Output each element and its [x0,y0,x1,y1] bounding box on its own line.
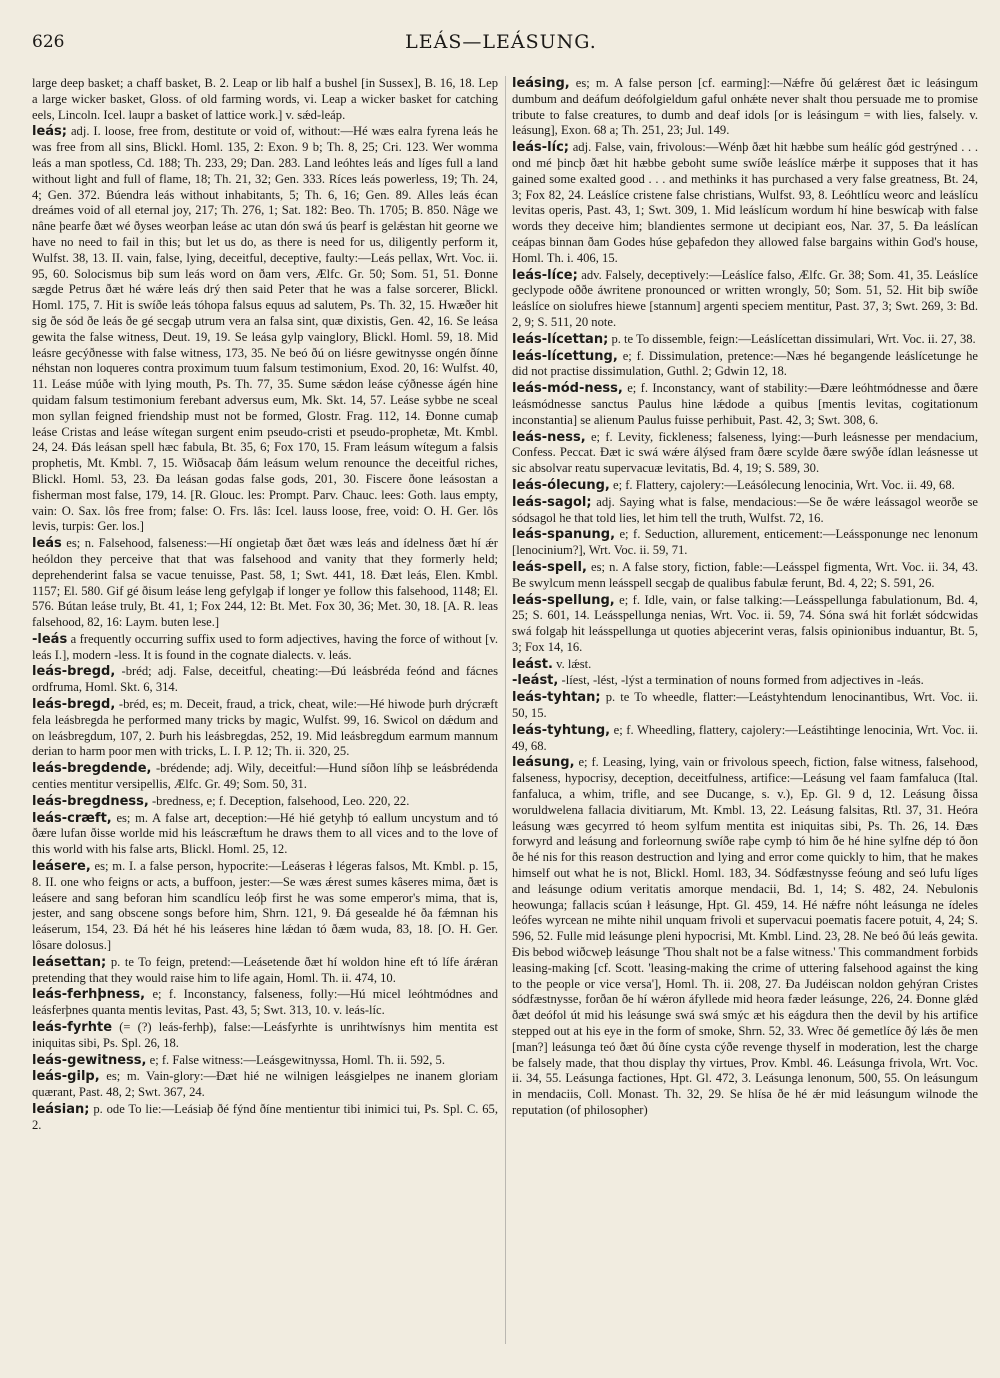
dictionary-entry [512,140,978,266]
entry-headword: leás-ferhþness, [32,987,146,1003]
column-divider [505,76,506,1344]
entry-headword: leásettan; [32,954,107,970]
entry-headword: leás-cræft, [32,810,112,826]
entry-definition: adj. Saying what is false, mendacious:—Se ðe wǽre leássagol weorðe se sódsagol he that told lies, let him tell the truth, Wulfst. 72, 16. [512,494,978,525]
entry-definition: -bredness, e; f. Deception, falsehood, Leo. 220, 22. [151,793,410,808]
dictionary-entry [512,381,978,428]
dictionary-entry [512,76,978,139]
entry-headword: leást. [512,656,553,672]
dictionary-entry [32,987,498,1019]
dictionary-entry [32,794,498,810]
entry-definition: e; f. Idle, vain, or false talking:—Leásspellunga fabulationum, Bd. 4, 25; S. 601, 14. Leásspellunga nenias, Wrt. Voc. ii. 59, 74. Sóna swá hit forlǽt sódcwidas swá folgaþ hit leásspellunga ut quoties abjecerint veras, falsis opinionibus induantur, Bt. 5, 3; Fox 14, 16. [512,592,978,654]
entry-definition: adv. Falsely, deceptively:—Leáslíce falso, Ælfc. Gr. 38; Som. 41, 35. Leáslíce geclypode oððe áwritene pronounced or written wrongly, 50; Som. 51, 52. Hit biþ swíðe leáslíce on siolufres hiewe [stannum] argenti speciem mentitur, Past. 37, 3; Swt. 269, 3: Bd. 2, 9; S. 511, 20 note. [512,267,978,329]
entry-headword: leásere, [32,859,91,875]
entry-headword: leás-bregdende, [32,761,152,777]
entry-headword: leásian; [32,1102,90,1117]
entry-headword: -leást, [512,673,559,689]
dictionary-entry [512,478,978,494]
right-column [512,76,978,1344]
entry-headword: leás; [32,124,67,140]
entry-headword: leás-gilp, [32,1069,100,1085]
entry-headword: leás-gewitness, [32,1052,147,1068]
entry-headword: leás-spell, [512,559,587,575]
entry-definition: e; f. Levity, fickleness; falseness, lying:—Þurh leásnesse per mendacium, Confess. Peccat. Ðæt ic swá wǽre álýsed fram ðære scylde ðære swýðe ídlan leásnesse ut sic absolvar reatu supervacuæ levitatis, Bd. 4, 19; S. 589, 30. [512,429,978,476]
entry-definition: adj. I. loose, free from, destitute or void of, without:—Hé wæs ealra fyrena leás he was free from all sins, Blickl. Homl. 135, 2: Exon. 9 b; Th. 8, 25; Cri. 123. Wer womma leás a man spotless, Cd. 188; Th. 233, 29; Dan. 283. Land leóhtes leás and líges full a land without light and full of flame, 18; Th. 21, 32; Gen. 333. Ríces leás powerless, 19; Th. 24, 4; Gen. 372. Búendra leás without inhabitants, 5; Th. 6, 16; Gen. 89. Alles leás écan dreámes void of all eternal joy, 217; Th. 276, 1; Sat. 182: Beo. Th. 1705; B. 850. Nâge we nâne þearfe ðæt wé ðyses weorþan leáse ac utan dón swá ús þearf is gelǽstan hit georne we have no need to fail in this; but let us do, as there is need for us, diligently perform it, Wulfst. 38, 13. II. vain, false, lying, deceitful, deceptive, faulty:—Leás pellax, Wrt. Voc. ii. 95, 60. Solocismus biþ sum leás word on ðam vers, Ælfc. Gr. 50; Som. 51, 51. Ðonne sægde Petrus ðæt hé wǽre leás drý then said Peter that he was a false sorcerer, Blickl. Homl. 175, 7. Hit is swíðe leás tóhopa falsus equus ad salutem, Ps. Th. 32, 15. Hwæðer hit sig ðe sód ðe leás ðe gé secgaþ utrum vera an falsa sint, quæ dixistis, Gen. 42, 16. Se leása gewita the false witness, Deut. 19, 19. Se leása gylp vainglory, Blickl. Homl. 59, 18. Mid leásre gecýðnesse with false witness, 173, 35. Ne beó ðú on liésre gewitnysse ongén ðínne néhstan non loqueres contra proximum tuum falsum testimonium, Exod. 20, 16: Wulfst. 40, 11. Leáse múðe with lying mouth, Ps. Th. 77, 35. Sume sǽdon leáse cýðnesse ágén hine quidam falsum testimonium ferebant adversus eum, Mk. Skt. 14, 57. Leáse sybbe ne sceal mon syllan feigned friendship must not be formed, Glostr. Frag. 112, 14. Ðonne cumaþ leáse Cristas and leáse wítegan surgent enim pseudo-cristi et pseudo-prophetæ, Mt. Kmbl. 24, 24. Ðás leásan spell hæc fabula, Bt. 35, 6; Fox 170, 15. Fram leásum wítegum a falsis prophetis, Mt. Kmbl. 7, 15. Wiðsacaþ ðám leásum welum renounce the deceitful riches, Blickl. Homl. 53, 23. Ða leásan godas false gods, 201, 30. Fiscere ðone leásostan a fisherman most false, 179, 14. [R. Glouc. les: Prompt. Parv. Chauc. lees: Goth. laus empty, vain: O. Sax. lôs free from; false: O. Frs. lâs: Icel. lauss loose, free, void: O. H. Ger. lôs levis, turpis: Ger. los.] [32,124,498,534]
entry-definition: (= (?) leás-ferhþ), false:—Leásfyrhte is unrihtwísnys him mentita est iniquitas sibi, Ps. Spl. 26, 18. [32,1020,498,1050]
entry-definition: -líest, -lést, -lýst a termination of nouns formed from adjectives in -leás. [561,673,924,688]
entry-definition: es; n. Falsehood, falseness:—Hí ongietaþ ðæt ðæt wæs leás and ídelness ðæt hí ǽr heóldon they perceive that that was falsehood and vanity that they formerly held; deprehenderint falsa se vacue tenuisse, Past. 58, 1; Swt. 441, 18. Ðæt leás, Elen. Kmbl. 1157; El. 580. Gif gé ðisum leáse leng gefylgaþ if longer ye follow this falsehood, 1148; El. 576. Bútan leáse truly, Bt. 41, 1; Fox 244, 12: Bt. Met. Fox 30, 36; Met. 30, 18. [A. R. leas falsehood, 82, 16: Laym. buten lese.] [32,536,498,630]
running-title: LEÁS—LEÁSUNG. [405,31,597,53]
entry-definition: es; m. A false person [cf. earming]:—Nǽfre ðú gelǽrest ðæt ic leásingum dumbum and deáfum deófolgieldum gaful onhǽte never shalt thou persuade me to promise tribute to false creatures, to dumb and deaf idols [or is leásingum = with lies, falsely. v. leásung], Exon. 68 a; Th. 251, 23; Jul. 149. [512,76,978,138]
dictionary-entry [32,536,498,631]
entry-headword: leás-spellung, [512,592,615,608]
entry-definition: e; f. False witness:—Leásgewitnyssa, Homl. Th. ii. 592, 5. [149,1052,445,1067]
dictionary-entry [512,755,978,1118]
entry-definition: a frequently occurring suffix used to form adjectives, having the force of without [v. leás I.], modern -less. It is found in the cognate dialects. v. leás. [32,631,498,662]
entry-headword: leás-fyrhte [32,1020,113,1036]
entry-definition: e; f. Wheedling, flattery, cajolery:—Leástihtinge lenocinia, Wrt. Voc. ii. 49, 68. [512,722,978,753]
text-columns [32,76,978,1344]
entry-headword: leás-bregd, [32,664,116,680]
dictionary-entry [512,690,978,722]
entry-definition: p. te To feign, pretend:—Leásetende ðæt hí woldon hine eft tó lífe árǽran pretending that they would raise him to life again, Homl. Th. ii. 474, 10. [32,954,498,985]
dictionary-entry [32,1102,498,1134]
dictionary-entry [512,268,978,331]
entry-definition: large deep basket; a chaff basket, B. 2. Leap or lib half a bushel [in Sussex], B. 16, 18. Lep a large wicker basket, Gloss. of old farming words, vi. Leap a wicker basket for catching eels, Lincoln. Icel. laupr a basket of lattice work.] v. sǽd-leáp. [32,76,498,122]
entry-definition: e; f. Inconstancy, falseness, folly:—Hú micel leóhtmódnes and leásferþnes quanta mentis levitas, Past. 43, 5; Swt. 313, 10. v. leás-líc. [32,987,498,1018]
entry-headword: leás-ólecung, [512,477,610,493]
entry-definition: adj. False, vain, frivolous:—Wénþ ðæt hit hæbbe sum heálíc gód gestrýned . . . ond mé þincþ ðæt hit hæbbe geboht sume swíðe leáslíce mǽrþe it supposes that it has gained some exalted good . . . and methinks it has purchased a very false greatness, Bt. 24, 3; Fox 82, 24. Leáslíce cristene false christians, Wulfst. 93, 8. Leóhtlícu weorc and leáslícu levitas operis, Past. 43, 1; Swt. 309, 1. Mid leáslícum wordum hí hine beswícaþ with false words they deceive him; blandientes sermone ut decipiant eos, Nar. 37, 5. Ða leáslícan ceápas binnan ðam Godes húse geþafedon they allowed false bargains within God's house, Homl. Th. i. 406, 15. [512,140,978,265]
entry-definition: p. ode To lie:—Leásiaþ ðé fýnd ðíne mentientur tibi inimici tui, Ps. Spl. C. 65, 2. [32,1102,498,1132]
entry-definition: e; f. Leasing, lying, vain or frivolous speech, fiction, false witness, falsehood, falseness, hypocrisy, deception, deceitfulness, artifice:—Leásung vel faam famfaluca (Ital. fanfaluca, a whim, trifle, and see Ducange, s. v.), Ep. Gl. 9 d, 12. Leásung ðissa woruldwelena fallacia divitiarum, Mt. Kmbl. 13, 22. Leásung falsitas, Rtl. 37, 31. Heóra leásung wæs gecyrred tó heom sylfum mentita est iniquitas sibi, Ps. Th. 26, 14. Ðæs forwyrd and leásung and forleornung swíðe raþe cymþ tó him ðe hé hine sylfne dép tó ðon ðe hé nis for this reason destruction and lying and error come quickly to him, that he makes himself out what he is not, Blickl. Homl. 183, 34. Sódfæstnysse feóung and seó lufu líges and leásunge odium veritatis amorque mendacii, Bd. 1, 14; S. 482, 24. Nebulonis heowunga; fallacis scúan ł leásunge, Hpt. Gl. 459, 14. Hé nǽfre nóht leásunga ne ídeles leófes wyrcean ne mihte nihil unquam frivoli et supervacui poematis facere potuit, 4, 24; S. 596, 52. Fulle mid leásunge pleni hypocrisi, Mt. Kmbl. Lind. 23, 28. Ne beó ðú leás gewita. Ðis bebod wiðcweþ leásunge 'Thou shalt not be a false witness.' This commandment forbids leasing-making [cf. Scott. 'leasing-making the crime of uttering falsehood against the king to the people or vice versa'], Homl. Th. ii. 208, 27. Ða Judéiscan noldon gehýran Cristes sódfæstnysse, forðan ðe hí wǽron áfyllede mid heora fæder leásunge, 226, 24. Ðonne glǽd ðæt deófol út mid his leásunge swá swá smýc æt his eágdura then the devil by his artifice stepped out at his eye in the form of smoke, Shrn. 52, 33. Wrec ðé gemetlíce ðý lǽs ðe men [man?] leásunga teó ðæt ðú ðíne cysta cýðe revenge thyself in moderation, lest the charge be falsely made, that thou display thy virtues, Prov. Kmbl. 46. Leásunga frivola, Wrt. Voc. ii. 34, 55. Leásunga factiones, Hpt. Gl. 472, 3. Leásunga lenonum, 500, 55. On leásungum in mendaciis, Coll. Monast. Th. 32, 29. Se hlísa ðe hé ǽr mid leásungum wilnode the reputation (of philosopher) [512,755,978,1117]
entry-definition: -bréd; adj. False, deceitful, cheating:—Ðú leásbréda feónd and fácnes ordfruma, Homl. Skt. 6, 314. [32,664,498,695]
entry-definition: -brédende; adj. Wily, deceitful:—Hund síðon líhþ se leásbrédenda centies mentitur versipellis, Ælfc. Gr. 49; Som. 50, 31. [32,761,498,792]
entry-headword: leás-ness, [512,429,586,445]
dictionary-entry [512,560,978,592]
dictionary-entry [512,593,978,656]
entry-headword: leás-bregdness, [32,793,149,809]
entry-headword: leás-lícettung, [512,348,618,364]
dictionary-entry [512,495,978,527]
entry-headword: leás [32,536,62,552]
dictionary-entry [32,76,498,123]
dictionary-entry [32,632,498,664]
entry-headword: leásing, [512,76,570,91]
dictionary-entry [32,697,498,760]
entry-headword: leás-mód-ness, [512,381,623,397]
entry-definition: e; f. Dissimulation, pretence:—Næs hé begangende leáslícetunge he did not practise dissimulation, Guthl. 2; Gdwin 12, 18. [512,348,978,379]
entry-definition: es; m. Vain-glory:—Ðæt hié ne wilnigen leásgielpes ne inanem gloriam quærant, Past. 48, 2; Swt. 367, 24. [32,1069,498,1100]
entry-headword: leás-líce; [512,267,578,283]
left-column [32,76,498,1344]
entry-definition: es; m. A false art, deception:—Hé hié getyhþ tó eallum uncystum and tó ðære lufan ðisse worlde mid his leáscræftum he draws them to all vices and to the love of this world with his false arts, Blickl. Homl. 25, 12. [32,810,498,857]
dictionary-entry [32,664,498,696]
dictionary-entry [32,1053,498,1069]
page-number: 626 [32,32,65,52]
dictionary-entry [32,1020,498,1052]
dictionary-entry [512,527,978,559]
page-header [32,22,970,62]
entry-definition: -bréd, es; m. Deceit, fraud, a trick, cheat, wile:—Hé hiwode þurh drýcræft fela leásbregda he performed many tricks by magic, Wulfst. 99, 16. Swicol on dǽdum and on leásbregdum, 107, 2. Þurh his leásbregdas, 252, 19. Mid leásbregdum earmum mannum derian to harm poor men with tricks, L. I. P. 12; Th. ii. 320, 25. [32,697,498,759]
entry-headword: leás-tyhtan; [512,690,601,706]
dictionary-entry [32,761,498,793]
entry-definition: p. te To dissemble, feign:—Leáslícettan dissimulari, Wrt. Voc. ii. 27, 38. [611,331,976,346]
entry-definition: e; f. Inconstancy, want of stability:—Ðære leóhtmódnesse and ðære leásmódnesse sanctus Paulus hine lǽdode a quibus [mentis levitas, cogitationum inconstantia] se alienum Paulus fuisse perhibuit, Past. 42, 3; Swt. 308, 6. [512,381,978,427]
entry-headword: leás-sagol; [512,494,592,510]
dictionary-entry [512,723,978,755]
dictionary-entry [32,124,498,535]
dictionary-entry [512,657,978,673]
entry-headword: leásung, [512,755,575,771]
entry-headword: -leás [32,631,68,647]
entry-headword: leás-tyhtung, [512,722,611,738]
entry-headword: leás-líc; [512,140,569,156]
entry-definition: es; n. A false story, fiction, fable:—Leásspel figmenta, Wrt. Voc. ii. 34, 43. Be swylcum menn leásspell secgaþ de qualibus fabulæ ferunt, Bd. 4, 22; S. 591, 26. [512,559,978,590]
entry-definition: es; m. I. a false person, hypocrite:—Leáseras ł légeras falsos, Mt. Kmbl. p. 15, 8. II. one who feigns or acts, a buffoon, jester:—Se wæs ǽrest sumes kâseres mima, ðæt is leásere and sang beforan him scandlícu leóþ first he was some emperor's mima, that is, jester, and sang obscene songs before him, Shrn. 121, 9. Ðá gesealde hé ða fǽmnan his leáserum, 154, 23. Ðá hét hé his leáseres hine lǽdan tó ðæm wuda, 83, 18. [O. H. Ger. lôsare dolosus.] [32,859,498,953]
entry-headword: leás-lícettan; [512,331,609,347]
dictionary-entry [512,349,978,381]
dictionary-entry [32,955,498,987]
dictionary-entry [32,811,498,858]
entry-definition: p. te To wheedle, flatter:—Leástyhtendum lenocinantibus, Wrt. Voc. ii. 50, 15. [512,690,978,721]
entry-headword: leás-bregd, [32,697,116,713]
entry-definition: v. lǽst. [556,656,592,671]
entry-headword: leás-spanung, [512,527,616,543]
dictionary-entry [512,332,978,348]
dictionary-entry [512,673,978,689]
entry-definition: e; f. Seduction, allurement, enticement:—Leássponunge nec lenonum [lenocinium?], Wrt. Voc. ii. 59, 71. [512,527,978,558]
dictionary-entry [512,430,978,477]
dictionary-entry [32,1069,498,1101]
dictionary-entry [32,859,498,954]
entry-definition: e; f. Flattery, cajolery:—Leásólecung lenocinia, Wrt. Voc. ii. 49, 68. [613,477,955,492]
